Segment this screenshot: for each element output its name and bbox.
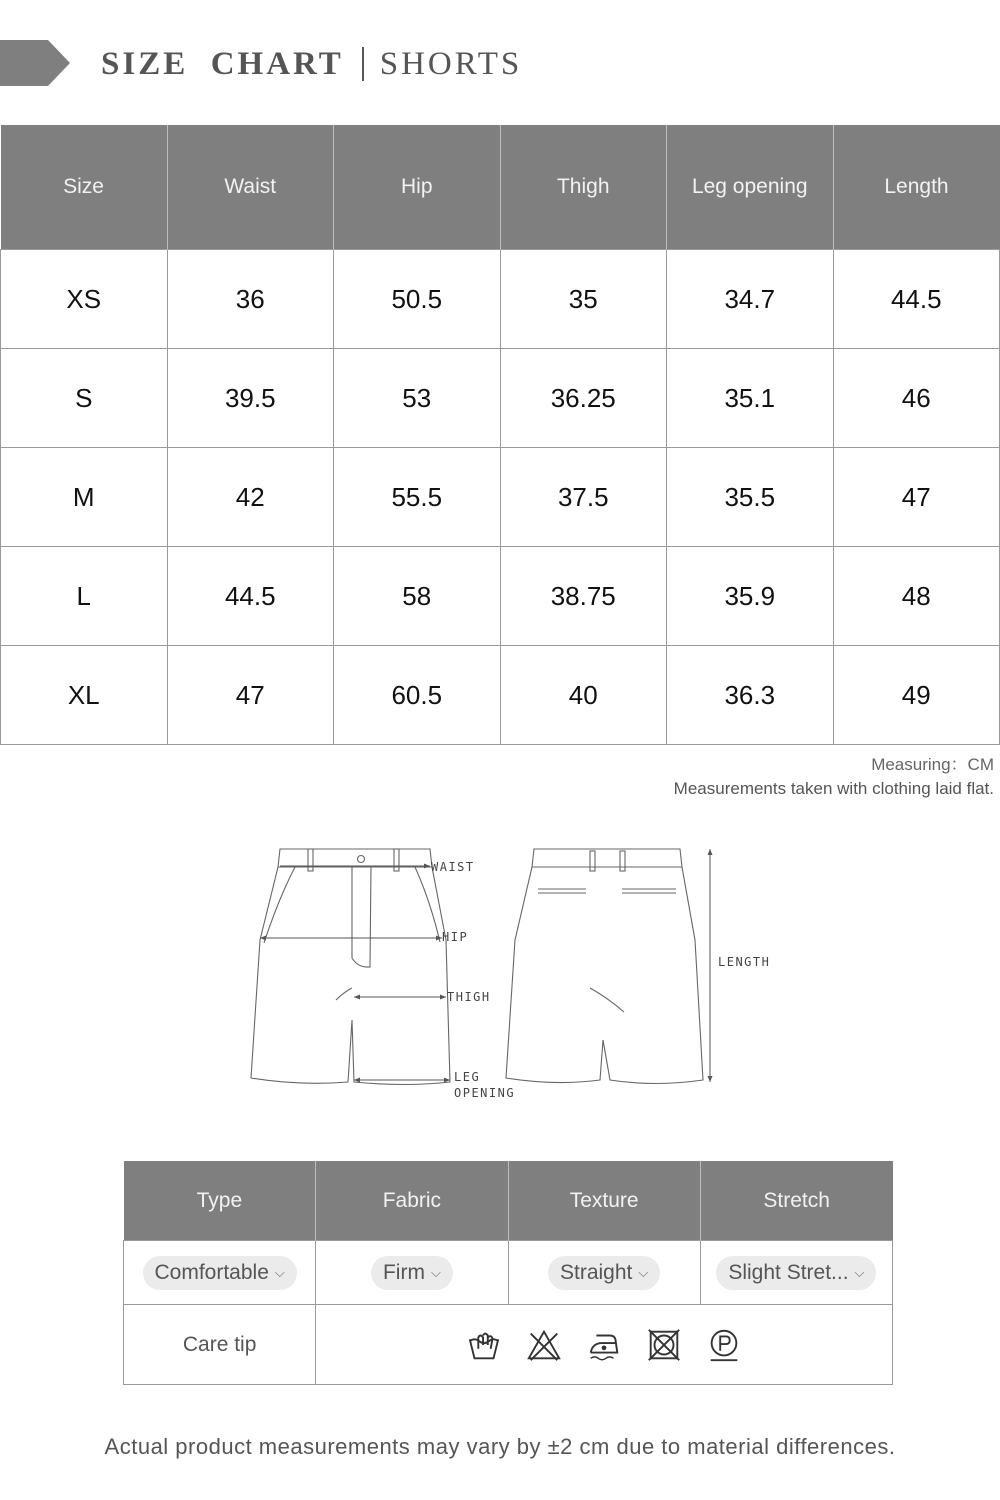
col-header-thigh: Thigh — [500, 125, 667, 250]
title-sub: SHORTS — [379, 45, 523, 82]
cell-waist: 44.5 — [167, 547, 334, 646]
table-row — [1, 547, 1000, 646]
cell-hip: 58 — [334, 547, 501, 646]
iron-low-icon — [585, 1326, 623, 1364]
texture-value: Straight — [560, 1260, 633, 1284]
cell-length: 44.5 — [833, 250, 1000, 349]
cell-size: S — [1, 349, 168, 448]
cell-hip: 55.5 — [334, 448, 501, 547]
label-hip: HIP — [442, 930, 469, 944]
table-row — [1, 646, 1000, 745]
type-dropdown[interactable] — [143, 1256, 297, 1290]
attr-header-stretch: Stretch — [700, 1161, 892, 1241]
stretch-cell — [700, 1241, 892, 1305]
col-header-length: Length — [833, 125, 1000, 250]
label-thigh: THIGH — [447, 990, 491, 1004]
cell-size: XL — [1, 646, 168, 745]
table-row — [1, 250, 1000, 349]
title-divider — [362, 47, 364, 81]
hand-wash-icon — [465, 1326, 503, 1364]
chevron-down-icon: ⌵ — [430, 1264, 441, 1280]
attr-header-type: Type — [124, 1161, 316, 1241]
cell-leg-opening: 35.5 — [667, 448, 834, 547]
texture-dropdown[interactable] — [548, 1256, 660, 1290]
care-tip-label-cell — [124, 1305, 316, 1385]
title-main: SIZE CHART — [101, 45, 344, 82]
cell-waist: 47 — [167, 646, 334, 745]
cell-length: 47 — [833, 448, 1000, 547]
type-cell — [124, 1241, 316, 1305]
cell-thigh: 38.75 — [500, 547, 667, 646]
cell-thigh: 36.25 — [500, 349, 667, 448]
table-row — [1, 349, 1000, 448]
cell-size: XS — [1, 250, 168, 349]
cell-leg-opening: 35.1 — [667, 349, 834, 448]
size-table-header — [1, 125, 1000, 250]
size-table — [0, 125, 1000, 745]
page-title — [101, 42, 522, 86]
cell-thigh: 37.5 — [500, 448, 667, 547]
cell-length: 48 — [833, 547, 1000, 646]
cell-length: 49 — [833, 646, 1000, 745]
do-not-tumble-dry-icon — [645, 1326, 683, 1364]
fabric-dropdown[interactable] — [371, 1256, 453, 1290]
front-shorts-outline — [251, 849, 450, 1085]
cell-size: M — [1, 448, 168, 547]
chevron-down-icon: ⌵ — [854, 1264, 865, 1280]
cell-waist: 36 — [167, 250, 334, 349]
measure-method-note: Measurements taken with clothing laid flat. — [673, 779, 994, 798]
shorts-measurement-diagram — [240, 840, 800, 1110]
cell-leg-opening: 34.7 — [667, 250, 834, 349]
cell-hip: 60.5 — [334, 646, 501, 745]
col-header-size: Size — [1, 125, 168, 250]
col-header-hip: Hip — [334, 125, 501, 250]
attr-selection-row — [124, 1241, 893, 1305]
attr-table-header — [124, 1161, 893, 1241]
col-header-waist: Waist — [167, 125, 334, 250]
label-leg-opening-line2: OPENING — [454, 1086, 516, 1100]
measurement-disclaimer: Actual product measurements may vary by ±2 cm due to material differences. — [104, 1434, 896, 1459]
attr-header-fabric: Fabric — [316, 1161, 508, 1241]
back-shorts-outline — [506, 849, 703, 1084]
care-icons-cell — [316, 1305, 893, 1385]
cell-thigh: 35 — [500, 250, 667, 349]
texture-cell — [508, 1241, 700, 1305]
care-tip-label: Care tip — [182, 1332, 257, 1356]
type-value: Comfortable — [154, 1260, 269, 1284]
chevron-down-icon: ⌵ — [274, 1264, 285, 1280]
fabric-value: Firm — [382, 1260, 425, 1284]
table-row — [1, 448, 1000, 547]
dry-clean-p-icon — [705, 1326, 743, 1364]
cell-leg-opening: 35.9 — [667, 547, 834, 646]
cell-thigh: 40 — [500, 646, 667, 745]
fabric-attributes-table — [123, 1161, 893, 1385]
stretch-value: Slight Stret... — [728, 1260, 849, 1284]
col-header-leg-opening: Leg opening — [667, 125, 834, 250]
attr-header-texture: Texture — [508, 1161, 700, 1241]
stretch-dropdown[interactable] — [716, 1256, 876, 1290]
label-length: LENGTH — [718, 955, 771, 969]
care-icons — [316, 1326, 892, 1364]
cell-waist: 42 — [167, 448, 334, 547]
cell-size: L — [1, 547, 168, 646]
fabric-cell — [316, 1241, 508, 1305]
cell-waist: 39.5 — [167, 349, 334, 448]
unit-note: Measuring：CM — [871, 755, 994, 774]
cell-hip: 50.5 — [334, 250, 501, 349]
cell-leg-opening: 36.3 — [667, 646, 834, 745]
cell-length: 46 — [833, 349, 1000, 448]
label-leg-opening-line1: LEG — [454, 1070, 481, 1084]
care-tip-row — [124, 1305, 893, 1385]
do-not-bleach-icon — [525, 1326, 563, 1364]
cell-hip: 53 — [334, 349, 501, 448]
header-arrow-icon — [0, 40, 70, 86]
chevron-down-icon: ⌵ — [638, 1264, 649, 1280]
label-waist: WAIST — [431, 860, 475, 874]
